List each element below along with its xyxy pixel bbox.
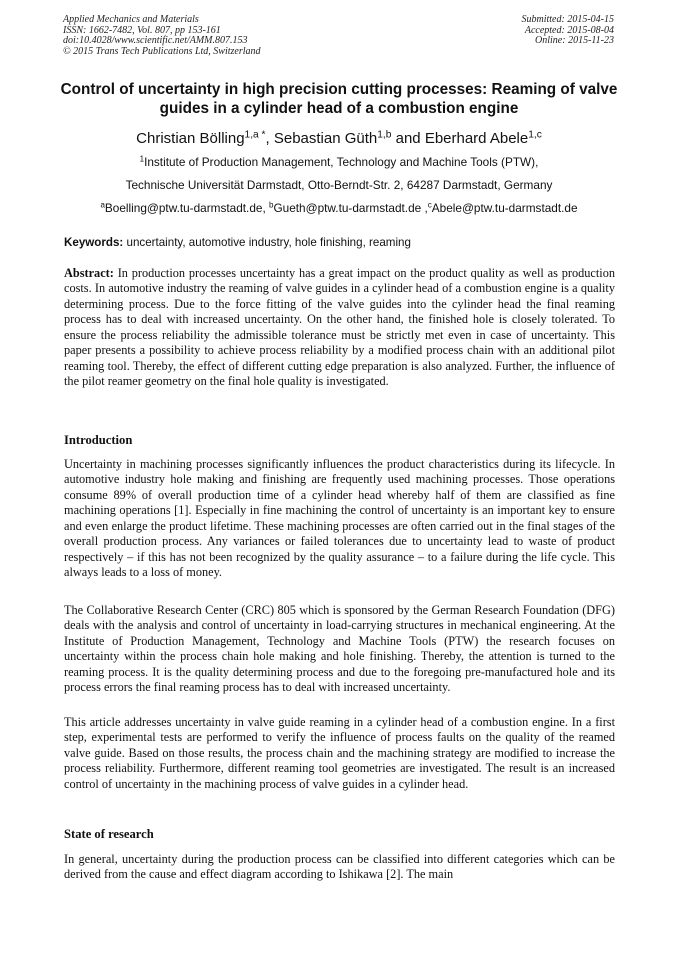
submitted-date: Submitted: 2015-04-15: [521, 14, 614, 25]
keywords: [64, 236, 616, 250]
author-separator: ,: [265, 130, 274, 147]
affiliation-institute: Institute of Production Management, Technology and Machine Tools (PTW),: [144, 155, 539, 169]
author-emails: [40, 201, 638, 215]
paper-title: Control of uncertainty in high precision cutting processes: Reaming of valve guides in a cylinder head of a combustion engine: [60, 81, 618, 117]
journal-name: Applied Mechanics and Materials: [63, 14, 199, 25]
email-a: Boelling@ptw.tu-darmstadt.de,: [104, 201, 270, 215]
author-2-affil: 1,b: [377, 129, 392, 141]
author-3: Eberhard Abele: [424, 130, 529, 147]
author-1-affil: 1,a *: [244, 129, 266, 141]
affiliation-line-1: [40, 155, 638, 169]
abstract-text: In production processes uncertainty has a great impact on the product quality as well as production costs. In automotive industry the reaming of valve guides in a cylinder head of a combustion engine is a quality determining process. Due to the force fitting of the valve guides into the cylinder head the final reaming process has to deal with increased uncertainty. On the other hand, the finished hole is closely tolerated. To ensure the process reliability the admissible tolerance must be strictly met even in case of uncertainty. This paper presents a possibility to achieve process reliability by a modified process chain with an additional pilot reaming tool. Thereby, the effect of different cutting edge preparation is also analyzed. Further, the influence of the pilot reamer geometry on the final hole quality is investigated.: [64, 266, 615, 389]
email-c-marker: c: [427, 200, 432, 210]
email-c: Abele@ptw.tu-darmstadt.de: [431, 201, 578, 215]
keywords-text: uncertainty, automotive industry, hole finishing, reaming: [123, 236, 411, 249]
author-list: [40, 130, 638, 148]
abstract-label: Abstract:: [64, 266, 114, 280]
email-b-marker: b: [269, 200, 274, 210]
author-3-affil: 1,c: [528, 129, 542, 141]
email-a-marker: a: [100, 200, 105, 210]
affiliation-line-2: Technische Universität Darmstadt, Otto-Berndt-Str. 2, 64287 Darmstadt, Germany: [125, 178, 553, 192]
accepted-date: Accepted: 2015-08-04: [524, 24, 614, 36]
journal-copyright: © 2015 Trans Tech Publications Ltd, Switzerland: [63, 45, 261, 57]
keywords-label: Keywords:: [64, 236, 124, 249]
author-2: Sebastian Güth: [273, 130, 378, 147]
state-of-research-paragraph: In general, uncertainty during the production process can be classified into different categories which can be derived from the cause and effect diagram according to Ishikawa [2]. The main: [64, 852, 615, 882]
introduction-heading: Introduction: [64, 433, 133, 447]
affiliation-marker: 1: [139, 154, 145, 164]
introduction-paragraph-2: The Collaborative Research Center (CRC) 805 which is sponsored by the German Research Foundation (DFG) deals with the analysis and control of uncertainty in load-carrying structures in mechanical engineering. At the Institute of Production Management, Technology and Machine Tools (PTW) the research focuses on uncertainty within the process chain hole making and hole finishing. Thereby, the attention is turned to the reaming process. It is the quality determining process and due to the foregoing pre-manufactured hole and its process errors the final reaming process has to deal with increased uncertainty.: [64, 603, 615, 695]
journal-info: [63, 15, 261, 57]
online-date: Online: 2015-11-23: [535, 35, 614, 47]
state-of-research-heading: State of research: [64, 827, 154, 841]
introduction-paragraph-1: Uncertainty in machining processes significantly influences the product characteristics during its lifecycle. In automotive industry hole making and finishing are frequently used machining processes. Those operations consume 89% of overall production time of a cylinder head whereby half of them are classified as fine machining operations [1]. Especially in fine machining the control of uncertainty is an important key to ensure and even enlarge the product lifetime. These machining processes are often carried out in the final stages of the overall production process. Any variances or failed tolerances due to uncertainty lead to waste of product respectively – if this has not been recognized by the quality assurance – to a failure during the life cycle. This always leads to a loss of money.: [64, 457, 615, 580]
journal-issn: ISSN: 1662-7482, Vol. 807, pp 153-161: [63, 24, 221, 36]
author-separator: and: [391, 130, 425, 147]
journal-doi: doi:10.4028/www.scientific.net/AMM.807.153: [63, 35, 248, 47]
email-b: Gueth@ptw.tu-darmstadt.de ,: [273, 201, 428, 215]
abstract: [64, 266, 615, 390]
author-1: Christian Bölling: [136, 130, 245, 147]
introduction-paragraph-3: This article addresses uncertainty in valve guide reaming in a cylinder head of a combustion engine. In a first step, experimental tests are performed to verify the influence of process faults on the quality of the reamed valve guide. Based on those results, the process chain and the machining strategy are modified to increase the process reliability. Furthermore, different reaming tool geometries are investigated. The result is an increased control of uncertainty in the machining process of valve guides in a cylinder head.: [64, 715, 615, 791]
submission-dates: [522, 15, 615, 47]
